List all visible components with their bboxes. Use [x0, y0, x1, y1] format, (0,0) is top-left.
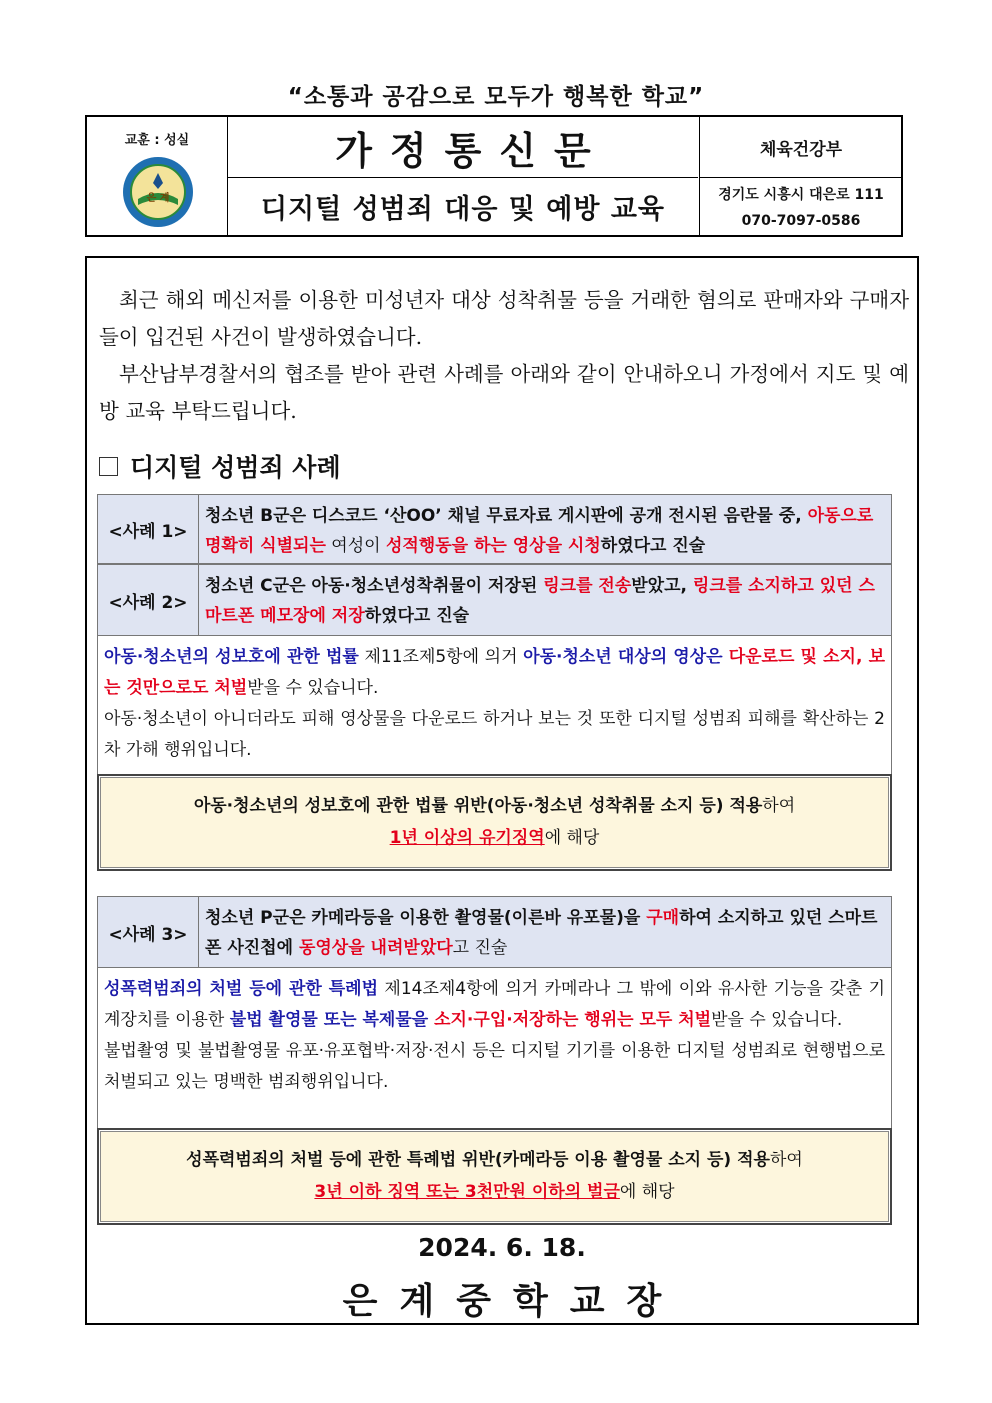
school-address: 경기도 시흥시 대은로 111: [718, 187, 884, 203]
penalty-text: 에 해당: [619, 1182, 675, 1202]
expl-text: 제11조제5항에 의거: [358, 647, 524, 667]
checkbox-square-icon: [99, 457, 118, 476]
case-text-part: 청소년 P군은 카메라등을 이용한 촬영물(이른바 유포물)을: [205, 908, 647, 928]
intro-text: [99, 282, 909, 430]
case-highlight: 구매: [646, 908, 680, 928]
letter-body: [85, 256, 919, 1325]
case-label: <사례 3>: [98, 897, 199, 967]
penalty-text: 아동·청소년의 성보호에 관한 법률 위반(아동·청소년 성착취물 소지 등) 적용: [193, 796, 763, 816]
school-phone: 070-7097-0586: [741, 213, 861, 229]
case-text-part: 청소년 C군은 아동·청소년성착취물이 저장된: [205, 576, 544, 596]
expl-highlight: 불법 촬영물 또는 복제물을: [229, 1010, 429, 1030]
case-text-part: 하였다고 진술: [600, 536, 706, 556]
case-highlight: 아동으로 명확히 식별되는: [205, 506, 874, 556]
expl-text: 받을 수 있습니다.: [711, 1010, 843, 1030]
penalty-text: 하여: [762, 796, 796, 816]
penalty-text: 성폭력범죄의 처벌 등에 관한 특례법 위반(카메라등 이용 촬영물 소지 등) 적용: [186, 1150, 770, 1170]
case-row-2: [97, 564, 892, 636]
section-title: 디지털 성범죄 사례: [130, 453, 341, 482]
case-label: <사례 2>: [98, 565, 199, 635]
case-text-part: 받았고,: [631, 576, 693, 596]
contact-cell: [699, 178, 902, 235]
case-text-part: 여성이: [325, 536, 386, 556]
expl-text: 받을 수 있습니다.: [247, 678, 379, 698]
slogan: “소통과 공감으로 모두가 행복한 학교”: [287, 84, 705, 110]
law-name: 성폭력범죄의 처벌 등에 관한 특례법: [104, 979, 378, 999]
legal-explanation-1: [97, 636, 892, 774]
penalty-box-1: [97, 774, 892, 871]
case-highlight: 성적행동을 하는 영상을 시청: [385, 536, 601, 556]
header-logo-cell: [87, 117, 228, 235]
expl-text: 제14조제4항에 의거 카메라나 그 밖에 이와 유사한 기능을 갖춘 기계장치를 이용한: [104, 979, 885, 1030]
penalty-text: 하여: [769, 1150, 803, 1170]
case-text-part: 청소년 B군은 디스코드 ‘산OO’ 채널 무료자료 게시판에 공개 전시된 음란물 중,: [205, 506, 808, 526]
penalty-highlight: 1년 이상의 유기징역: [389, 828, 545, 848]
case-highlight: 동영상을 내려받았다: [298, 938, 453, 958]
title-cell: [228, 117, 698, 178]
intro-paragraph: 부산남부경찰서의 협조를 받아 관련 사례를 아래와 같이 안내하오니 가정에서 지도 및 예방 교육 부탁드립니다.: [99, 362, 909, 423]
case-text-part: 하여 소지하고 있던 스마트폰 사진첩에: [205, 908, 878, 958]
expl-text: 아동·청소년이 아니더라도 피해 영상물을 다운로드 하거나 보는 것 또한 디지털 성범죄 피해를 확산하는 2차 가해 행위입니다.: [104, 709, 885, 760]
emblem-text: 은 계: [146, 193, 170, 204]
school-emblem-icon: [121, 155, 195, 229]
principal-signature: 은계중학교장: [342, 1281, 684, 1322]
letter-header: [85, 115, 903, 237]
law-name: 아동·청소년의 성보호에 관한 법률: [104, 647, 359, 667]
penalty-box-2: [97, 1128, 892, 1225]
department: 체육건강부: [759, 139, 843, 160]
case-text: [199, 495, 891, 563]
expl-highlight: 다운로드 및 소지, 보는 것만으로도 처벌: [104, 647, 885, 698]
case-highlight: 링크를 전송: [543, 576, 632, 596]
case-row-3: [97, 896, 892, 968]
penalty-text: 에 해당: [544, 828, 600, 848]
school-motto: 교훈 : 성실: [124, 133, 190, 148]
subtitle-cell: [228, 178, 698, 235]
case-highlight: 링크를 소지하고 있던 스마트폰 메모장에 저장: [205, 576, 875, 626]
case-text: [199, 565, 891, 635]
department-cell: [699, 117, 902, 178]
issue-date: 2024. 6. 18.: [418, 1233, 586, 1262]
expl-text: 불법촬영 및 불법촬영물 유포·유포협박·저장·전시 등은 디지털 기기를 이용한 디지털 성범죄로 현행법으로 처벌되고 있는 명백한 범죄행위입니다.: [104, 1041, 885, 1092]
section-heading: [99, 448, 341, 484]
expl-highlight: 소지·구입·저장하는 행위는 모두 처벌: [428, 1010, 712, 1030]
penalty-highlight: 3년 이하 징역 또는 3천만원 이하의 벌금: [314, 1182, 620, 1202]
expl-highlight: 아동·청소년 대상의 영상은: [523, 647, 723, 667]
case-text-part: 고 진술: [452, 938, 508, 958]
intro-paragraph: 최근 해외 메신저를 이용한 미성년자 대상 성착취물 등을 거래한 혐의로 판매자와 구매자들이 입건된 사건이 발생하였습니다.: [99, 288, 909, 349]
case-row-1: [97, 494, 892, 564]
case-text-part: 하였다고 진술: [364, 606, 470, 626]
legal-explanation-2: [97, 968, 892, 1128]
document-subtitle: 디지털 성범죄 대응 및 예방 교육: [260, 194, 666, 225]
case-label: <사례 1>: [98, 495, 199, 563]
case-text: [199, 897, 891, 967]
document-title: 가정통신문: [335, 128, 609, 173]
